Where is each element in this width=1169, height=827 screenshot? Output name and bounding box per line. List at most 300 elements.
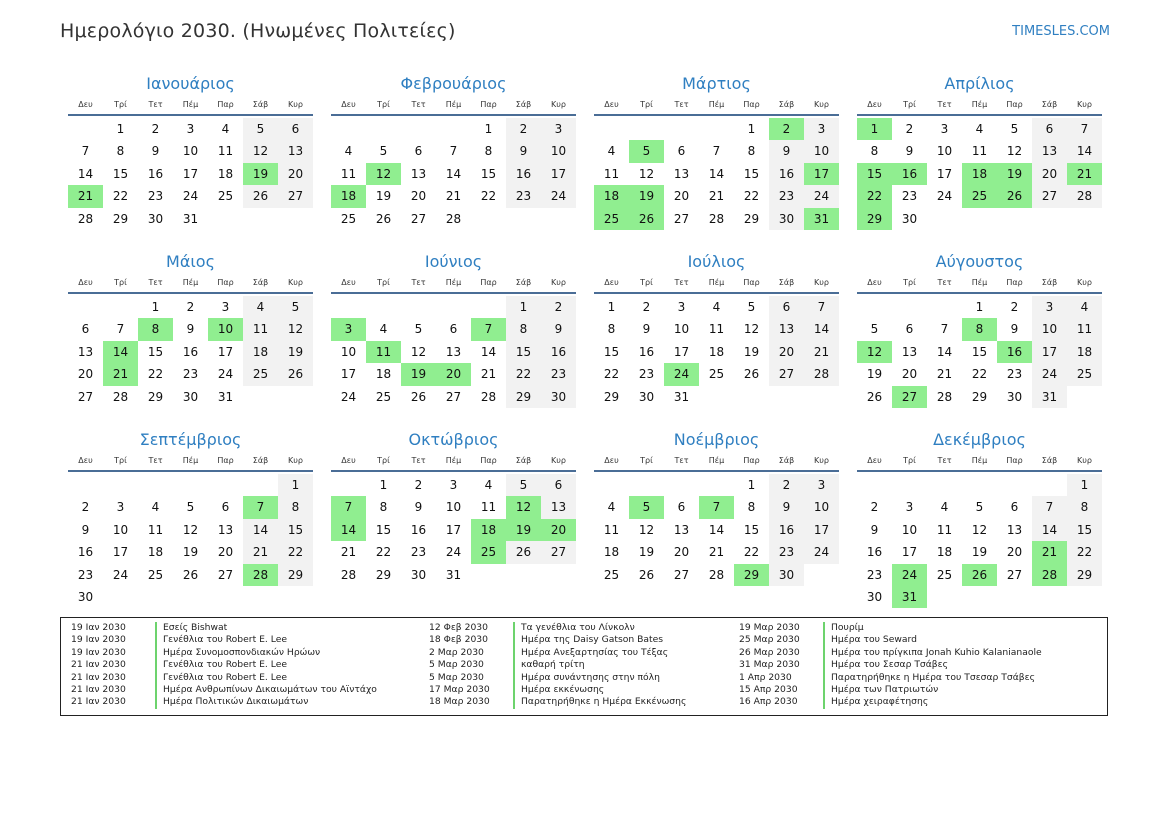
day-cell: 14 bbox=[445, 166, 462, 181]
holiday-day-cell: 18 bbox=[331, 185, 366, 207]
holiday-row bbox=[419, 659, 729, 671]
holiday-row bbox=[729, 672, 1109, 684]
holiday-row bbox=[61, 696, 419, 708]
day-cell: 29 bbox=[506, 386, 541, 408]
day-cell: 16 bbox=[541, 341, 576, 363]
holiday-marker bbox=[155, 672, 157, 684]
holiday-name: Γενέθλια του Robert E. Lee bbox=[163, 671, 287, 683]
empty-cell bbox=[471, 296, 506, 318]
day-cell: 17 bbox=[541, 163, 576, 185]
day-cell: 20 bbox=[1032, 163, 1067, 185]
holiday-name: Παρατηρήθηκε η Ημέρα Εκκένωσης bbox=[521, 696, 687, 708]
holiday-day-cell: 18 bbox=[594, 185, 629, 207]
day-cell: 7 bbox=[1032, 496, 1067, 518]
holiday-day-cell: 2 bbox=[769, 118, 804, 140]
day-cell: 28 bbox=[936, 389, 953, 404]
weekday-label: Τετ bbox=[411, 278, 426, 287]
holiday-row bbox=[61, 659, 419, 671]
weekday-label: Σάβ bbox=[252, 278, 269, 287]
day-cell: 6 bbox=[905, 322, 914, 337]
day-cell: 9 bbox=[905, 144, 914, 159]
holiday-day-cell: 10 bbox=[208, 318, 243, 340]
day-cell: 4 bbox=[379, 322, 388, 337]
empty-cell bbox=[331, 474, 366, 496]
weekday-label: Πέμ bbox=[971, 100, 988, 109]
weekday-label: Σάβ bbox=[252, 100, 269, 109]
holiday-name: Ημέρα Συνομοσπονδιακών Ηρώων bbox=[163, 646, 321, 658]
month-name: Αύγουστος bbox=[935, 252, 1024, 271]
holiday-date: 5 Μαρ 2030 bbox=[429, 671, 484, 683]
holiday-date: 21 Ιαν 2030 bbox=[71, 671, 126, 683]
day-cell: 28 bbox=[340, 567, 357, 582]
weekday-label: Παρ bbox=[217, 278, 234, 287]
day-cell: 8 bbox=[870, 144, 879, 159]
month-name: Ιούνιος bbox=[424, 252, 483, 271]
day-cell: 28 bbox=[1067, 185, 1102, 207]
holiday-row bbox=[61, 634, 419, 646]
month-calendar bbox=[331, 250, 576, 428]
day-cell: 1 bbox=[975, 300, 984, 314]
weekday-label: Κυρ bbox=[288, 278, 303, 287]
holiday-day-cell: 20 bbox=[436, 363, 471, 385]
day-cell: 10 bbox=[901, 522, 918, 537]
day-cell: 3 bbox=[186, 122, 195, 136]
holiday-marker bbox=[513, 672, 515, 684]
day-cell: 29 bbox=[147, 389, 164, 404]
weekday-header bbox=[594, 96, 839, 116]
day-cell: 10 bbox=[804, 496, 839, 518]
holiday-day-cell: 16 bbox=[892, 163, 927, 185]
day-cell: 26 bbox=[410, 389, 427, 404]
holiday-day-cell: 19 bbox=[629, 185, 664, 207]
day-cell: 7 bbox=[449, 144, 458, 159]
day-cell: 14 bbox=[708, 166, 725, 181]
holiday-date: 21 Ιαν 2030 bbox=[71, 659, 126, 671]
holiday-date: 19 Ιαν 2030 bbox=[71, 634, 126, 646]
holiday-date: 25 Μαρ 2030 bbox=[739, 634, 800, 646]
holiday-day-cell: 29 bbox=[734, 564, 769, 586]
empty-cell bbox=[629, 118, 664, 140]
day-cell: 25 bbox=[1067, 363, 1102, 385]
day-cell: 20 bbox=[673, 545, 690, 560]
month-calendar bbox=[68, 72, 313, 250]
empty-cell bbox=[103, 474, 138, 496]
day-cell: 16 bbox=[77, 545, 94, 560]
day-cell: 7 bbox=[116, 322, 125, 337]
holiday-name: Πουρίμ bbox=[831, 622, 864, 633]
holiday-day-cell: 14 bbox=[331, 519, 366, 541]
weekday-label: Τρί bbox=[903, 100, 916, 109]
day-cell: 9 bbox=[414, 500, 423, 515]
day-cell: 1 bbox=[278, 474, 313, 496]
day-cell: 21 bbox=[445, 189, 462, 204]
month-calendar bbox=[331, 72, 576, 250]
day-grid bbox=[594, 296, 839, 408]
holiday-date: 21 Ιαν 2030 bbox=[71, 683, 126, 695]
holiday-date: 19 Ιαν 2030 bbox=[71, 622, 126, 633]
empty-cell bbox=[664, 474, 699, 496]
day-cell: 6 bbox=[769, 296, 804, 318]
day-cell: 19 bbox=[375, 189, 392, 204]
weekday-label: Τρί bbox=[377, 100, 390, 109]
empty-cell bbox=[892, 474, 927, 496]
day-cell: 15 bbox=[1067, 519, 1102, 541]
holiday-date: 21 Ιαν 2030 bbox=[71, 696, 126, 708]
day-cell: 30 bbox=[541, 386, 576, 408]
day-grid bbox=[68, 118, 313, 230]
holiday-name: Γενέθλια του Robert E. Lee bbox=[163, 659, 287, 671]
day-cell: 24 bbox=[936, 189, 953, 204]
holiday-column bbox=[419, 622, 729, 715]
weekday-label: Τρί bbox=[377, 278, 390, 287]
weekday-label: Παρ bbox=[480, 100, 497, 109]
day-cell: 17 bbox=[804, 519, 839, 541]
weekday-header bbox=[857, 96, 1102, 116]
day-cell: 18 bbox=[1067, 341, 1102, 363]
day-cell: 18 bbox=[708, 344, 725, 359]
holiday-day-cell: 19 bbox=[997, 163, 1032, 185]
weekday-label: Δευ bbox=[78, 100, 93, 109]
day-cell: 13 bbox=[410, 166, 427, 181]
day-cell: 24 bbox=[182, 189, 199, 204]
holiday-row bbox=[419, 684, 729, 696]
holiday-name: Ημέρα εκκένωσης bbox=[521, 683, 605, 695]
day-cell: 10 bbox=[182, 144, 199, 159]
day-cell: 9 bbox=[506, 140, 541, 162]
weekday-label: Παρ bbox=[743, 278, 760, 287]
holiday-date: 1 Απρ 2030 bbox=[739, 671, 792, 683]
weekday-label: Δευ bbox=[341, 100, 356, 109]
day-cell: 4 bbox=[607, 144, 616, 159]
day-cell: 5 bbox=[870, 322, 879, 337]
empty-cell bbox=[699, 474, 734, 496]
holiday-day-cell: 15 bbox=[857, 163, 892, 185]
brand-link[interactable]: TIMESLES.COM bbox=[1012, 24, 1110, 39]
weekday-label: Τρί bbox=[377, 456, 390, 465]
day-cell: 17 bbox=[901, 545, 918, 560]
day-grid bbox=[68, 296, 313, 408]
day-cell: 4 bbox=[344, 144, 353, 159]
day-cell: 30 bbox=[182, 389, 199, 404]
month-calendar bbox=[594, 428, 839, 618]
day-cell: 10 bbox=[673, 322, 690, 337]
holiday-name: Τα γενέθλια του Λίνκολν bbox=[521, 622, 635, 633]
day-cell: 24 bbox=[541, 185, 576, 207]
empty-cell bbox=[68, 296, 103, 318]
day-cell: 1 bbox=[1067, 474, 1102, 496]
holiday-date: 15 Απρ 2030 bbox=[739, 683, 798, 695]
empty-cell bbox=[629, 474, 664, 496]
day-cell: 10 bbox=[445, 500, 462, 515]
day-cell: 8 bbox=[379, 500, 388, 515]
day-cell: 25 bbox=[708, 367, 725, 382]
day-cell: 1 bbox=[379, 478, 388, 492]
weekday-label: Παρ bbox=[217, 456, 234, 465]
day-cell: 26 bbox=[243, 185, 278, 207]
day-cell: 11 bbox=[936, 522, 953, 537]
day-cell: 28 bbox=[804, 363, 839, 385]
day-cell: 3 bbox=[449, 478, 458, 492]
day-cell: 24 bbox=[217, 367, 234, 382]
holiday-marker bbox=[823, 672, 825, 684]
empty-cell bbox=[594, 474, 629, 496]
day-grid bbox=[68, 474, 313, 608]
weekday-label: Πέμ bbox=[708, 278, 725, 287]
day-cell: 3 bbox=[804, 118, 839, 140]
day-cell: 5 bbox=[506, 474, 541, 496]
empty-cell bbox=[331, 296, 366, 318]
day-cell: 11 bbox=[1067, 318, 1102, 340]
holiday-name: Ημέρα συνάντησης στην πόλη bbox=[521, 671, 660, 683]
holiday-marker bbox=[513, 696, 515, 708]
weekday-header bbox=[594, 274, 839, 294]
day-cell: 8 bbox=[607, 322, 616, 337]
weekday-label: Τετ bbox=[148, 456, 163, 465]
day-cell: 23 bbox=[769, 541, 804, 563]
weekday-label: Σάβ bbox=[515, 278, 532, 287]
weekday-label: Σάβ bbox=[1041, 100, 1058, 109]
day-cell: 6 bbox=[541, 474, 576, 496]
day-cell: 24 bbox=[804, 185, 839, 207]
weekday-label: Κυρ bbox=[814, 278, 829, 287]
weekday-header bbox=[857, 452, 1102, 472]
weekday-label: Τρί bbox=[114, 278, 127, 287]
holiday-name: Ημέρα του πρίγκιπα Jonah Kuhio Kalanianaole bbox=[831, 646, 1042, 658]
day-cell: 16 bbox=[182, 344, 199, 359]
empty-cell bbox=[962, 474, 997, 496]
day-cell: 8 bbox=[747, 500, 756, 515]
holiday-day-cell: 7 bbox=[699, 496, 734, 518]
holiday-day-cell: 21 bbox=[103, 363, 138, 385]
weekday-label: Τετ bbox=[674, 278, 689, 287]
weekday-label: Δευ bbox=[604, 100, 619, 109]
day-cell: 13 bbox=[1006, 522, 1023, 537]
day-cell: 5 bbox=[975, 500, 984, 515]
day-grid bbox=[331, 474, 576, 586]
month-name: Απρίλιος bbox=[944, 74, 1015, 93]
day-cell: 13 bbox=[901, 344, 918, 359]
holiday-marker bbox=[513, 647, 515, 659]
day-cell: 23 bbox=[541, 363, 576, 385]
day-cell: 5 bbox=[747, 300, 756, 314]
weekday-label: Πέμ bbox=[445, 278, 462, 287]
holiday-marker bbox=[823, 622, 825, 634]
weekday-label: Τρί bbox=[640, 456, 653, 465]
day-cell: 20 bbox=[77, 367, 94, 382]
day-cell: 7 bbox=[804, 296, 839, 318]
holiday-marker bbox=[513, 684, 515, 696]
weekday-header bbox=[331, 452, 576, 472]
holiday-day-cell: 20 bbox=[541, 519, 576, 541]
empty-cell bbox=[401, 296, 436, 318]
weekday-label: Τετ bbox=[148, 278, 163, 287]
day-cell: 2 bbox=[769, 474, 804, 496]
day-cell: 30 bbox=[77, 589, 94, 604]
holiday-name: Ημέρα των Πατριωτών bbox=[831, 683, 939, 695]
day-cell: 25 bbox=[217, 189, 234, 204]
holiday-day-cell: 25 bbox=[471, 541, 506, 563]
day-cell: 12 bbox=[182, 522, 199, 537]
day-cell: 11 bbox=[603, 166, 620, 181]
day-cell: 14 bbox=[243, 519, 278, 541]
day-cell: 15 bbox=[278, 519, 313, 541]
holiday-day-cell: 31 bbox=[892, 586, 927, 608]
holiday-day-cell: 8 bbox=[138, 318, 173, 340]
weekday-label: Κυρ bbox=[551, 278, 566, 287]
day-cell: 27 bbox=[278, 185, 313, 207]
weekday-header bbox=[331, 274, 576, 294]
weekday-label: Τρί bbox=[640, 278, 653, 287]
day-cell: 28 bbox=[77, 211, 94, 226]
empty-cell bbox=[927, 296, 962, 318]
day-cell: 7 bbox=[940, 322, 949, 337]
weekday-label: Σάβ bbox=[778, 278, 795, 287]
holiday-day-cell: 5 bbox=[629, 496, 664, 518]
empty-cell bbox=[436, 296, 471, 318]
day-cell: 21 bbox=[804, 341, 839, 363]
day-cell: 5 bbox=[1010, 122, 1019, 136]
month-calendar bbox=[857, 428, 1102, 618]
day-cell: 9 bbox=[186, 322, 195, 337]
holiday-row bbox=[729, 647, 1109, 659]
holiday-day-cell: 22 bbox=[857, 185, 892, 207]
holiday-day-cell: 7 bbox=[243, 496, 278, 518]
holiday-day-cell: 19 bbox=[243, 163, 278, 185]
holiday-day-cell: 24 bbox=[892, 564, 927, 586]
day-cell: 18 bbox=[375, 367, 392, 382]
holiday-day-cell: 25 bbox=[594, 208, 629, 230]
day-cell: 13 bbox=[445, 344, 462, 359]
day-cell: 12 bbox=[638, 166, 655, 181]
holiday-row bbox=[61, 647, 419, 659]
day-cell: 6 bbox=[1010, 500, 1019, 515]
holiday-name: Ημέρα χειραφέτησης bbox=[831, 696, 929, 708]
empty-cell bbox=[331, 118, 366, 140]
day-cell: 2 bbox=[186, 300, 195, 314]
weekday-label: Σάβ bbox=[252, 456, 269, 465]
day-cell: 21 bbox=[936, 367, 953, 382]
holiday-name: καθαρή τρίτη bbox=[521, 659, 585, 671]
day-cell: 15 bbox=[480, 166, 497, 181]
day-cell: 2 bbox=[905, 122, 914, 136]
day-cell: 30 bbox=[866, 589, 883, 604]
day-cell: 30 bbox=[901, 211, 918, 226]
day-cell: 23 bbox=[638, 367, 655, 382]
day-cell: 11 bbox=[971, 144, 988, 159]
day-cell: 5 bbox=[243, 118, 278, 140]
day-cell: 27 bbox=[1032, 185, 1067, 207]
day-cell: 6 bbox=[414, 144, 423, 159]
day-cell: 8 bbox=[506, 318, 541, 340]
day-cell: 10 bbox=[340, 344, 357, 359]
day-cell: 11 bbox=[243, 318, 278, 340]
day-cell: 12 bbox=[638, 522, 655, 537]
day-cell: 30 bbox=[638, 389, 655, 404]
holiday-date: 26 Μαρ 2030 bbox=[739, 646, 800, 658]
day-cell: 16 bbox=[769, 519, 804, 541]
day-cell: 28 bbox=[480, 389, 497, 404]
weekday-label: Τετ bbox=[674, 100, 689, 109]
day-cell: 21 bbox=[708, 189, 725, 204]
holiday-date: 2 Μαρ 2030 bbox=[429, 646, 484, 658]
day-cell: 25 bbox=[936, 567, 953, 582]
weekday-label: Κυρ bbox=[1077, 278, 1092, 287]
month-calendar bbox=[857, 72, 1102, 250]
day-cell: 4 bbox=[975, 122, 984, 136]
day-cell: 6 bbox=[677, 500, 686, 515]
weekday-label: Παρ bbox=[217, 100, 234, 109]
day-cell: 20 bbox=[769, 341, 804, 363]
weekday-label: Παρ bbox=[1006, 456, 1023, 465]
weekday-label: Σάβ bbox=[515, 456, 532, 465]
day-cell: 24 bbox=[340, 389, 357, 404]
empty-cell bbox=[857, 474, 892, 496]
holiday-name: Ημέρα Ανθρωπίνων Δικαιωμάτων του Αϊντάχο bbox=[163, 683, 377, 695]
holiday-day-cell: 26 bbox=[629, 208, 664, 230]
weekday-label: Τρί bbox=[114, 456, 127, 465]
day-cell: 25 bbox=[243, 363, 278, 385]
day-cell: 15 bbox=[743, 166, 760, 181]
holiday-day-cell: 12 bbox=[857, 341, 892, 363]
weekday-label: Δευ bbox=[867, 100, 882, 109]
day-cell: 15 bbox=[603, 344, 620, 359]
holiday-name: Γενέθλια του Robert E. Lee bbox=[163, 634, 287, 646]
weekday-label: Πέμ bbox=[182, 278, 199, 287]
day-cell: 19 bbox=[638, 545, 655, 560]
day-grid bbox=[594, 118, 839, 230]
day-cell: 3 bbox=[541, 118, 576, 140]
day-cell: 22 bbox=[506, 363, 541, 385]
day-cell: 24 bbox=[112, 567, 129, 582]
day-cell: 28 bbox=[112, 389, 129, 404]
day-cell: 21 bbox=[340, 545, 357, 560]
holiday-date: 31 Μαρ 2030 bbox=[739, 659, 800, 671]
day-cell: 26 bbox=[866, 389, 883, 404]
holiday-row bbox=[729, 696, 1109, 708]
holiday-day-cell: 12 bbox=[506, 496, 541, 518]
holiday-marker bbox=[155, 684, 157, 696]
day-cell: 27 bbox=[445, 389, 462, 404]
day-cell: 20 bbox=[673, 189, 690, 204]
weekday-label: Πέμ bbox=[708, 456, 725, 465]
day-cell: 5 bbox=[186, 500, 195, 515]
day-cell: 16 bbox=[769, 163, 804, 185]
day-cell: 14 bbox=[936, 344, 953, 359]
holiday-date: 19 Ιαν 2030 bbox=[71, 646, 126, 658]
holiday-row bbox=[419, 647, 729, 659]
day-cell: 12 bbox=[971, 522, 988, 537]
day-cell: 23 bbox=[1006, 367, 1023, 382]
day-cell: 18 bbox=[603, 545, 620, 560]
weekday-header bbox=[68, 96, 313, 116]
weekday-label: Δευ bbox=[341, 278, 356, 287]
day-cell: 13 bbox=[1032, 140, 1067, 162]
day-cell: 17 bbox=[182, 166, 199, 181]
empty-cell bbox=[68, 474, 103, 496]
day-cell: 23 bbox=[866, 567, 883, 582]
day-cell: 10 bbox=[541, 140, 576, 162]
day-cell: 2 bbox=[541, 296, 576, 318]
months-grid bbox=[68, 72, 1102, 618]
day-cell: 1 bbox=[484, 122, 493, 136]
month-calendar bbox=[594, 250, 839, 428]
day-cell: 29 bbox=[743, 211, 760, 226]
weekday-label: Παρ bbox=[743, 456, 760, 465]
weekday-label: Κυρ bbox=[551, 456, 566, 465]
day-cell: 24 bbox=[804, 541, 839, 563]
day-cell: 31 bbox=[217, 389, 234, 404]
day-cell: 9 bbox=[642, 322, 651, 337]
